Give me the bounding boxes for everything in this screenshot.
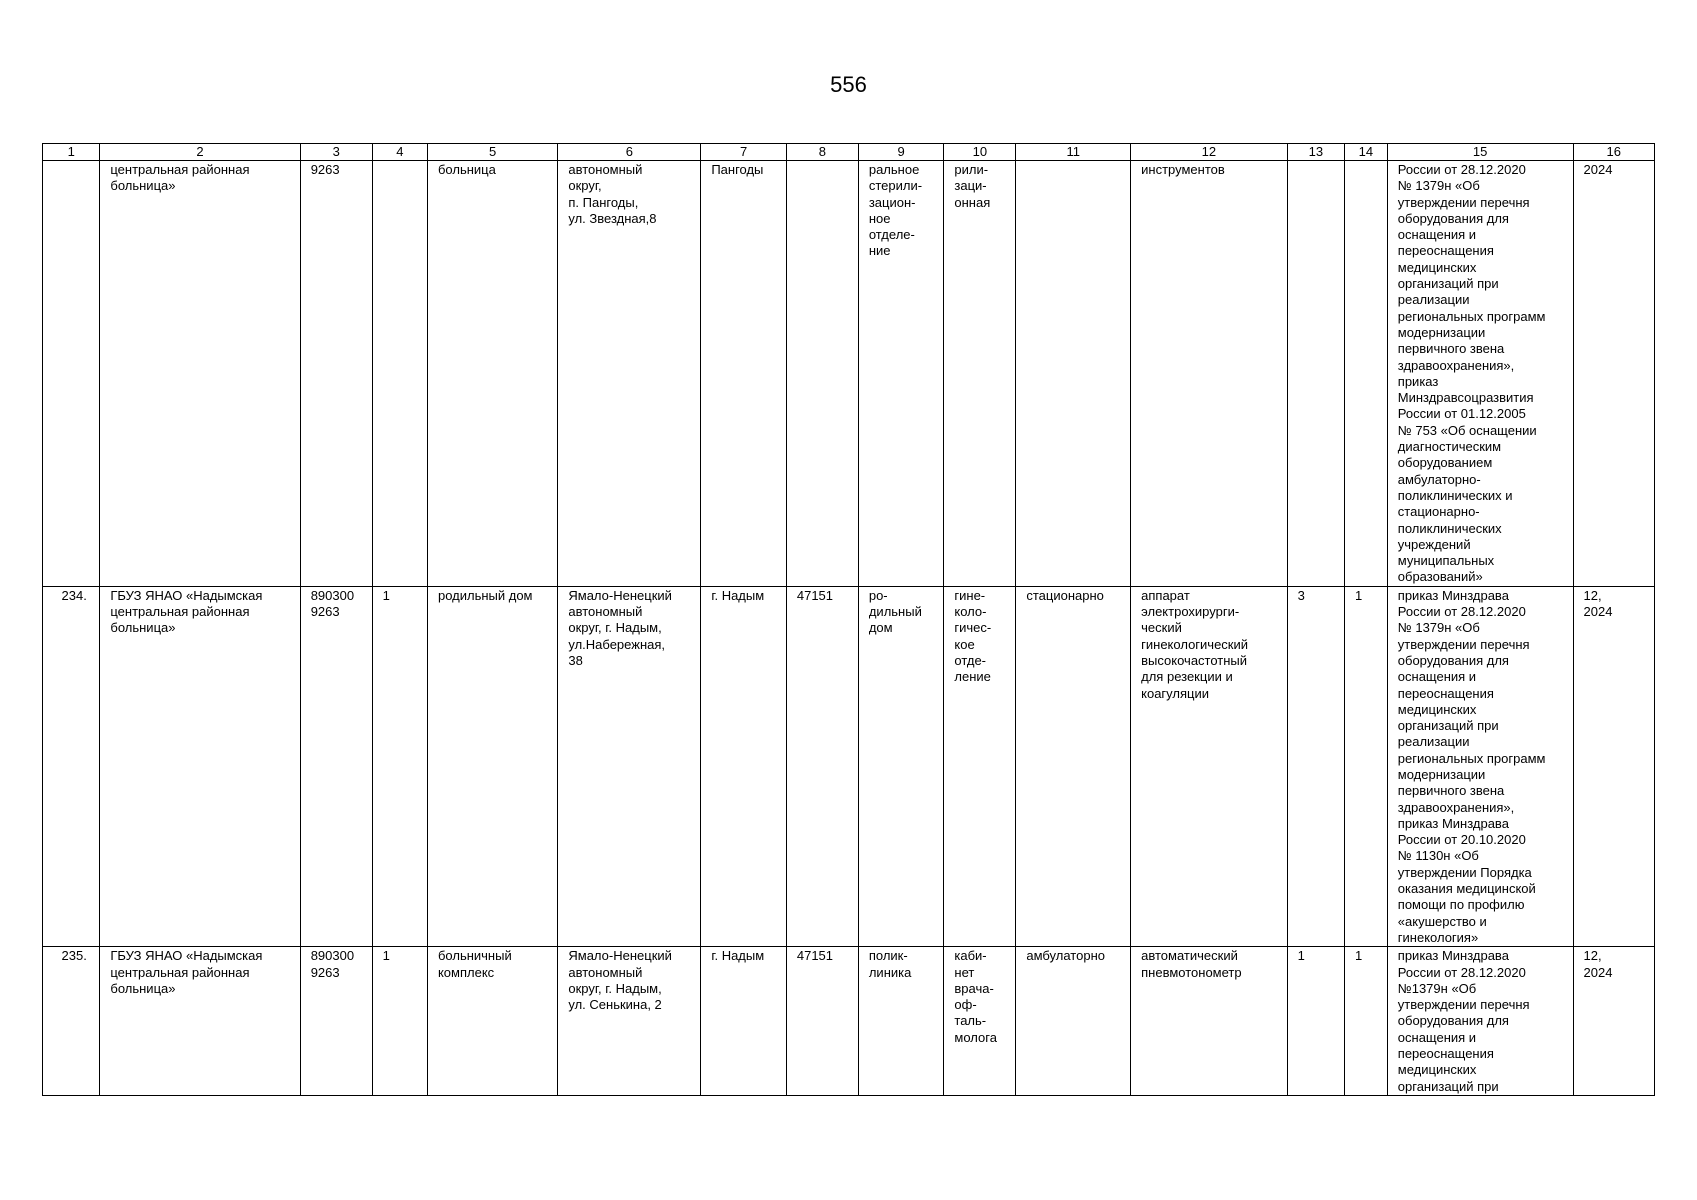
settlement-cell: Пангоды [701,161,787,587]
column-header: 7 [701,144,787,161]
oktmo-cell [786,161,858,587]
quantity-cell: 3 [1287,586,1344,947]
page-number: 556 [830,72,867,97]
department-cell: гине- коло- гичес- кое отде- ление [944,586,1016,947]
facility-type-cell: больница [427,161,557,587]
equipment-table [42,143,1655,1096]
facility-type-cell: родильный дом [427,586,557,947]
legal-basis-cell: приказ Минздрава России от 28.12.2020 №1379н «Об утверждении перечня оборудования для оснащения и переоснащения медицинских организаций при [1387,947,1573,1096]
department-cell: рили- заци- онная [944,161,1016,587]
care-conditions-cell [1016,161,1131,587]
quantity-cell: 1 [1345,947,1388,1096]
quantity-cell: 1 [1345,586,1388,947]
column-header: 12 [1131,144,1288,161]
table-row [43,947,1655,1096]
organization-cell: ГБУЗ ЯНАО «Надымская центральная районная больница» [100,586,300,947]
legal-basis-cell: приказ Минздрава России от 28.12.2020 № 1379н «Об утверждении перечня оборудования для оснащения и переоснащения медицинских организаций при реализации региональных программ модернизации первичного звена здравоохранения», приказ Минздрава России от 20.10.2020 № 1130н «Об утверждении Порядка оказания медицинской помощи по профилю «акушерство и гинекология» [1387,586,1573,947]
equipment-cell: аппарат электрохирурги- ческий гинекологический высокочастотный для резекции и коагуляции [1131,586,1288,947]
care-conditions-cell: амбулаторно [1016,947,1131,1096]
column-number-row [43,144,1655,161]
column-header: 14 [1345,144,1388,161]
settlement-cell: г. Надым [701,947,787,1096]
table-row [43,586,1655,947]
column-header: 4 [372,144,427,161]
department-cell: каби- нет врача- оф- таль- молога [944,947,1016,1096]
row-number-cell: 234. [43,586,100,947]
column-header: 13 [1287,144,1344,161]
column-header: 6 [558,144,701,161]
division-cell: ро- дильный дом [858,586,944,947]
deadline-cell: 12, 2024 [1573,947,1655,1096]
oktmo-cell: 47151 [786,586,858,947]
column-header: 2 [100,144,300,161]
column-header: 15 [1387,144,1573,161]
equipment-cell: инструментов [1131,161,1288,587]
facility-type-cell: больничный комплекс [427,947,557,1096]
quantity-cell [1345,161,1388,587]
inn-cell: 9263 [300,161,372,587]
column-header: 3 [300,144,372,161]
address-cell: Ямало-Ненецкий автономный округ, г. Надым, ул.Набережная, 38 [558,586,701,947]
quantity-cell: 1 [1287,947,1344,1096]
settlement-cell: г. Надым [701,586,787,947]
oktmo-cell: 47151 [786,947,858,1096]
column-header: 9 [858,144,944,161]
column-header: 11 [1016,144,1131,161]
inn-cell: 890300 9263 [300,586,372,947]
column-header: 5 [427,144,557,161]
count-cell: 1 [372,586,427,947]
row-number-cell [43,161,100,587]
deadline-cell: 2024 [1573,161,1655,587]
division-cell: ральное стерили- зацион- ное отделе- ние [858,161,944,587]
column-header: 8 [786,144,858,161]
row-number-cell: 235. [43,947,100,1096]
quantity-cell [1287,161,1344,587]
deadline-cell: 12, 2024 [1573,586,1655,947]
column-header: 1 [43,144,100,161]
address-cell: автономный округ, п. Пангоды, ул. Звездная,8 [558,161,701,587]
column-header: 10 [944,144,1016,161]
care-conditions-cell: стационарно [1016,586,1131,947]
table-row [43,161,1655,587]
count-cell [372,161,427,587]
address-cell: Ямало-Ненецкий автономный округ, г. Надым, ул. Сенькина, 2 [558,947,701,1096]
column-header: 16 [1573,144,1655,161]
division-cell: полик- линика [858,947,944,1096]
count-cell: 1 [372,947,427,1096]
organization-cell: центральная районная больница» [100,161,300,587]
inn-cell: 890300 9263 [300,947,372,1096]
equipment-cell: автоматический пневмотонометр [1131,947,1288,1096]
organization-cell: ГБУЗ ЯНАО «Надымская центральная районная больница» [100,947,300,1096]
legal-basis-cell: России от 28.12.2020 № 1379н «Об утверждении перечня оборудования для оснащения и переоснащения медицинских организаций при реализации региональных программ модернизации первичного звена здравоохранения», приказ Минздравсоцразвития России от 01.12.2005 № 753 «Об оснащении диагностическим оборудованием амбулаторно- поликлинических и стационарно- поликлинических учреждений муниципальных образований» [1387,161,1573,587]
